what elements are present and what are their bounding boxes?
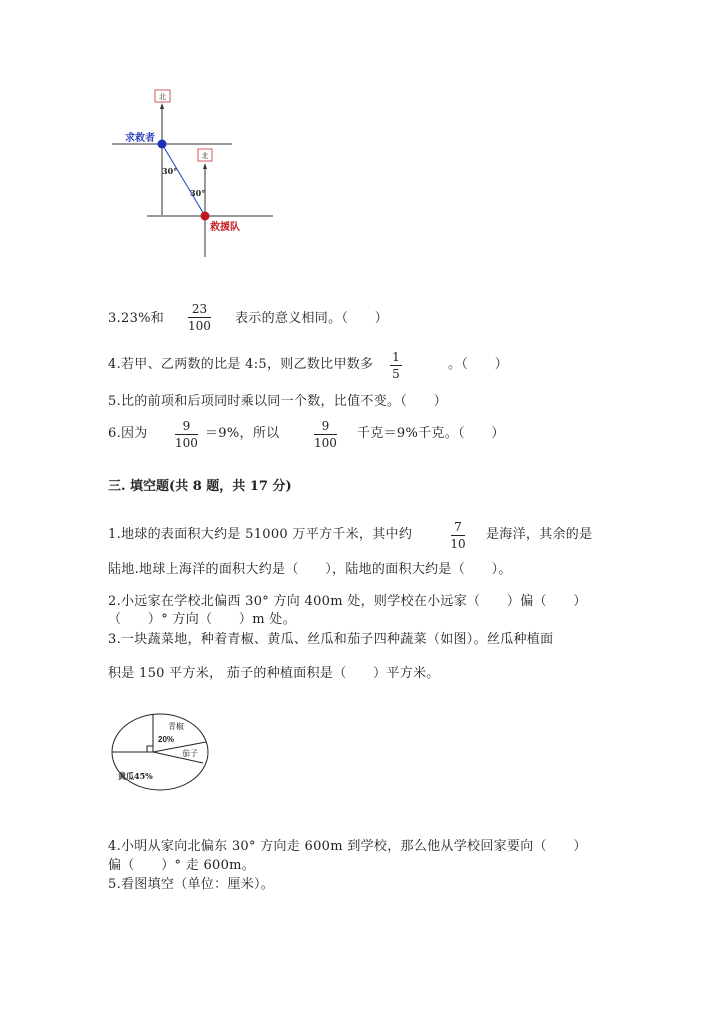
fill-q1-line2: 陆地.地球上海洋的面积大约是（ ），陆地的面积大约是（ ）。 <box>108 562 512 577</box>
pie-label-huanggua: 黄瓜45% <box>118 771 153 781</box>
fill-q3-line1: 3.一块蔬菜地，种着青椒、黄瓜、丝瓜和茄子四种蔬菜（如图）。丝瓜种植面 <box>108 632 554 647</box>
fill-q2-line2: （ ）° 方向（ ）m 处。 <box>108 612 296 627</box>
section-title: 三. 填空题(共 8 题，共 17 分) <box>108 479 292 494</box>
pie-label-qiezi: 茄子 <box>182 749 198 758</box>
pie-label-qingjiao: 青椒 <box>168 722 184 731</box>
direction-diagram <box>100 85 280 265</box>
judge-q3-pre: 3.23%和 <box>108 311 165 326</box>
judge-q6-post: 千克＝9%千克。（ ） <box>357 426 505 441</box>
fill-q3-line2: 积是 150 平方米， 茄子的种植面积是（ ）平方米。 <box>108 666 440 681</box>
judge-q5: 5.比的前项和后项同时乘以同一个数，比值不变。（ ） <box>108 394 448 409</box>
fill-q1-post: 是海洋，其余的是 <box>486 527 593 542</box>
pie-pct-qingjiao: 20% <box>158 735 175 744</box>
judge-q6-mid: ＝9%，所以 <box>205 426 280 441</box>
judge-q4-fraction: 1 5 <box>390 350 402 381</box>
judge-q4-pre: 4.若甲、乙两数的比是 4:5，则乙数比甲数多 <box>108 357 374 372</box>
angle-left: 30° <box>162 166 178 176</box>
judge-q3-post: 表示的意义相同。（ ） <box>235 311 389 326</box>
north-label-b: 北 <box>201 152 209 160</box>
rescuer-point <box>158 140 167 149</box>
fill-q1-pre: 1.地球的表面积大约是 51000 万平方千米，其中约 <box>108 527 413 542</box>
judge-q6-pre: 6.因为 <box>108 426 148 441</box>
fill-q1-fraction: 7 10 <box>450 520 466 551</box>
north-label-a: 北 <box>159 93 166 101</box>
judge-q4-post: 。（ ） <box>448 357 509 372</box>
vegetable-pie-chart <box>105 712 215 792</box>
fill-q5-line1: 5.看图填空（单位：厘米）。 <box>108 877 275 892</box>
fill-q4-line1: 4.小明从家向北偏东 30° 方向走 600m 到学校，那么他从学校回家要向（ ） <box>108 839 587 854</box>
judge-q6-fraction-a: 9 100 <box>175 419 198 450</box>
judge-q6-fraction-b: 9 100 <box>314 419 337 450</box>
team-point <box>201 212 210 221</box>
fill-q2-line1: 2.小远家在学校北偏西 30° 方向 400m 处，则学校在小远家（ ）偏（ ） <box>108 594 587 609</box>
team-label: 救援队 <box>210 222 240 233</box>
angle-right: 30° <box>190 188 206 198</box>
judge-q3-fraction: 23 100 <box>188 302 211 333</box>
rescuer-label: 求救者 <box>125 133 155 144</box>
fill-q4-line2: 偏（ ）° 走 600m。 <box>108 858 256 873</box>
